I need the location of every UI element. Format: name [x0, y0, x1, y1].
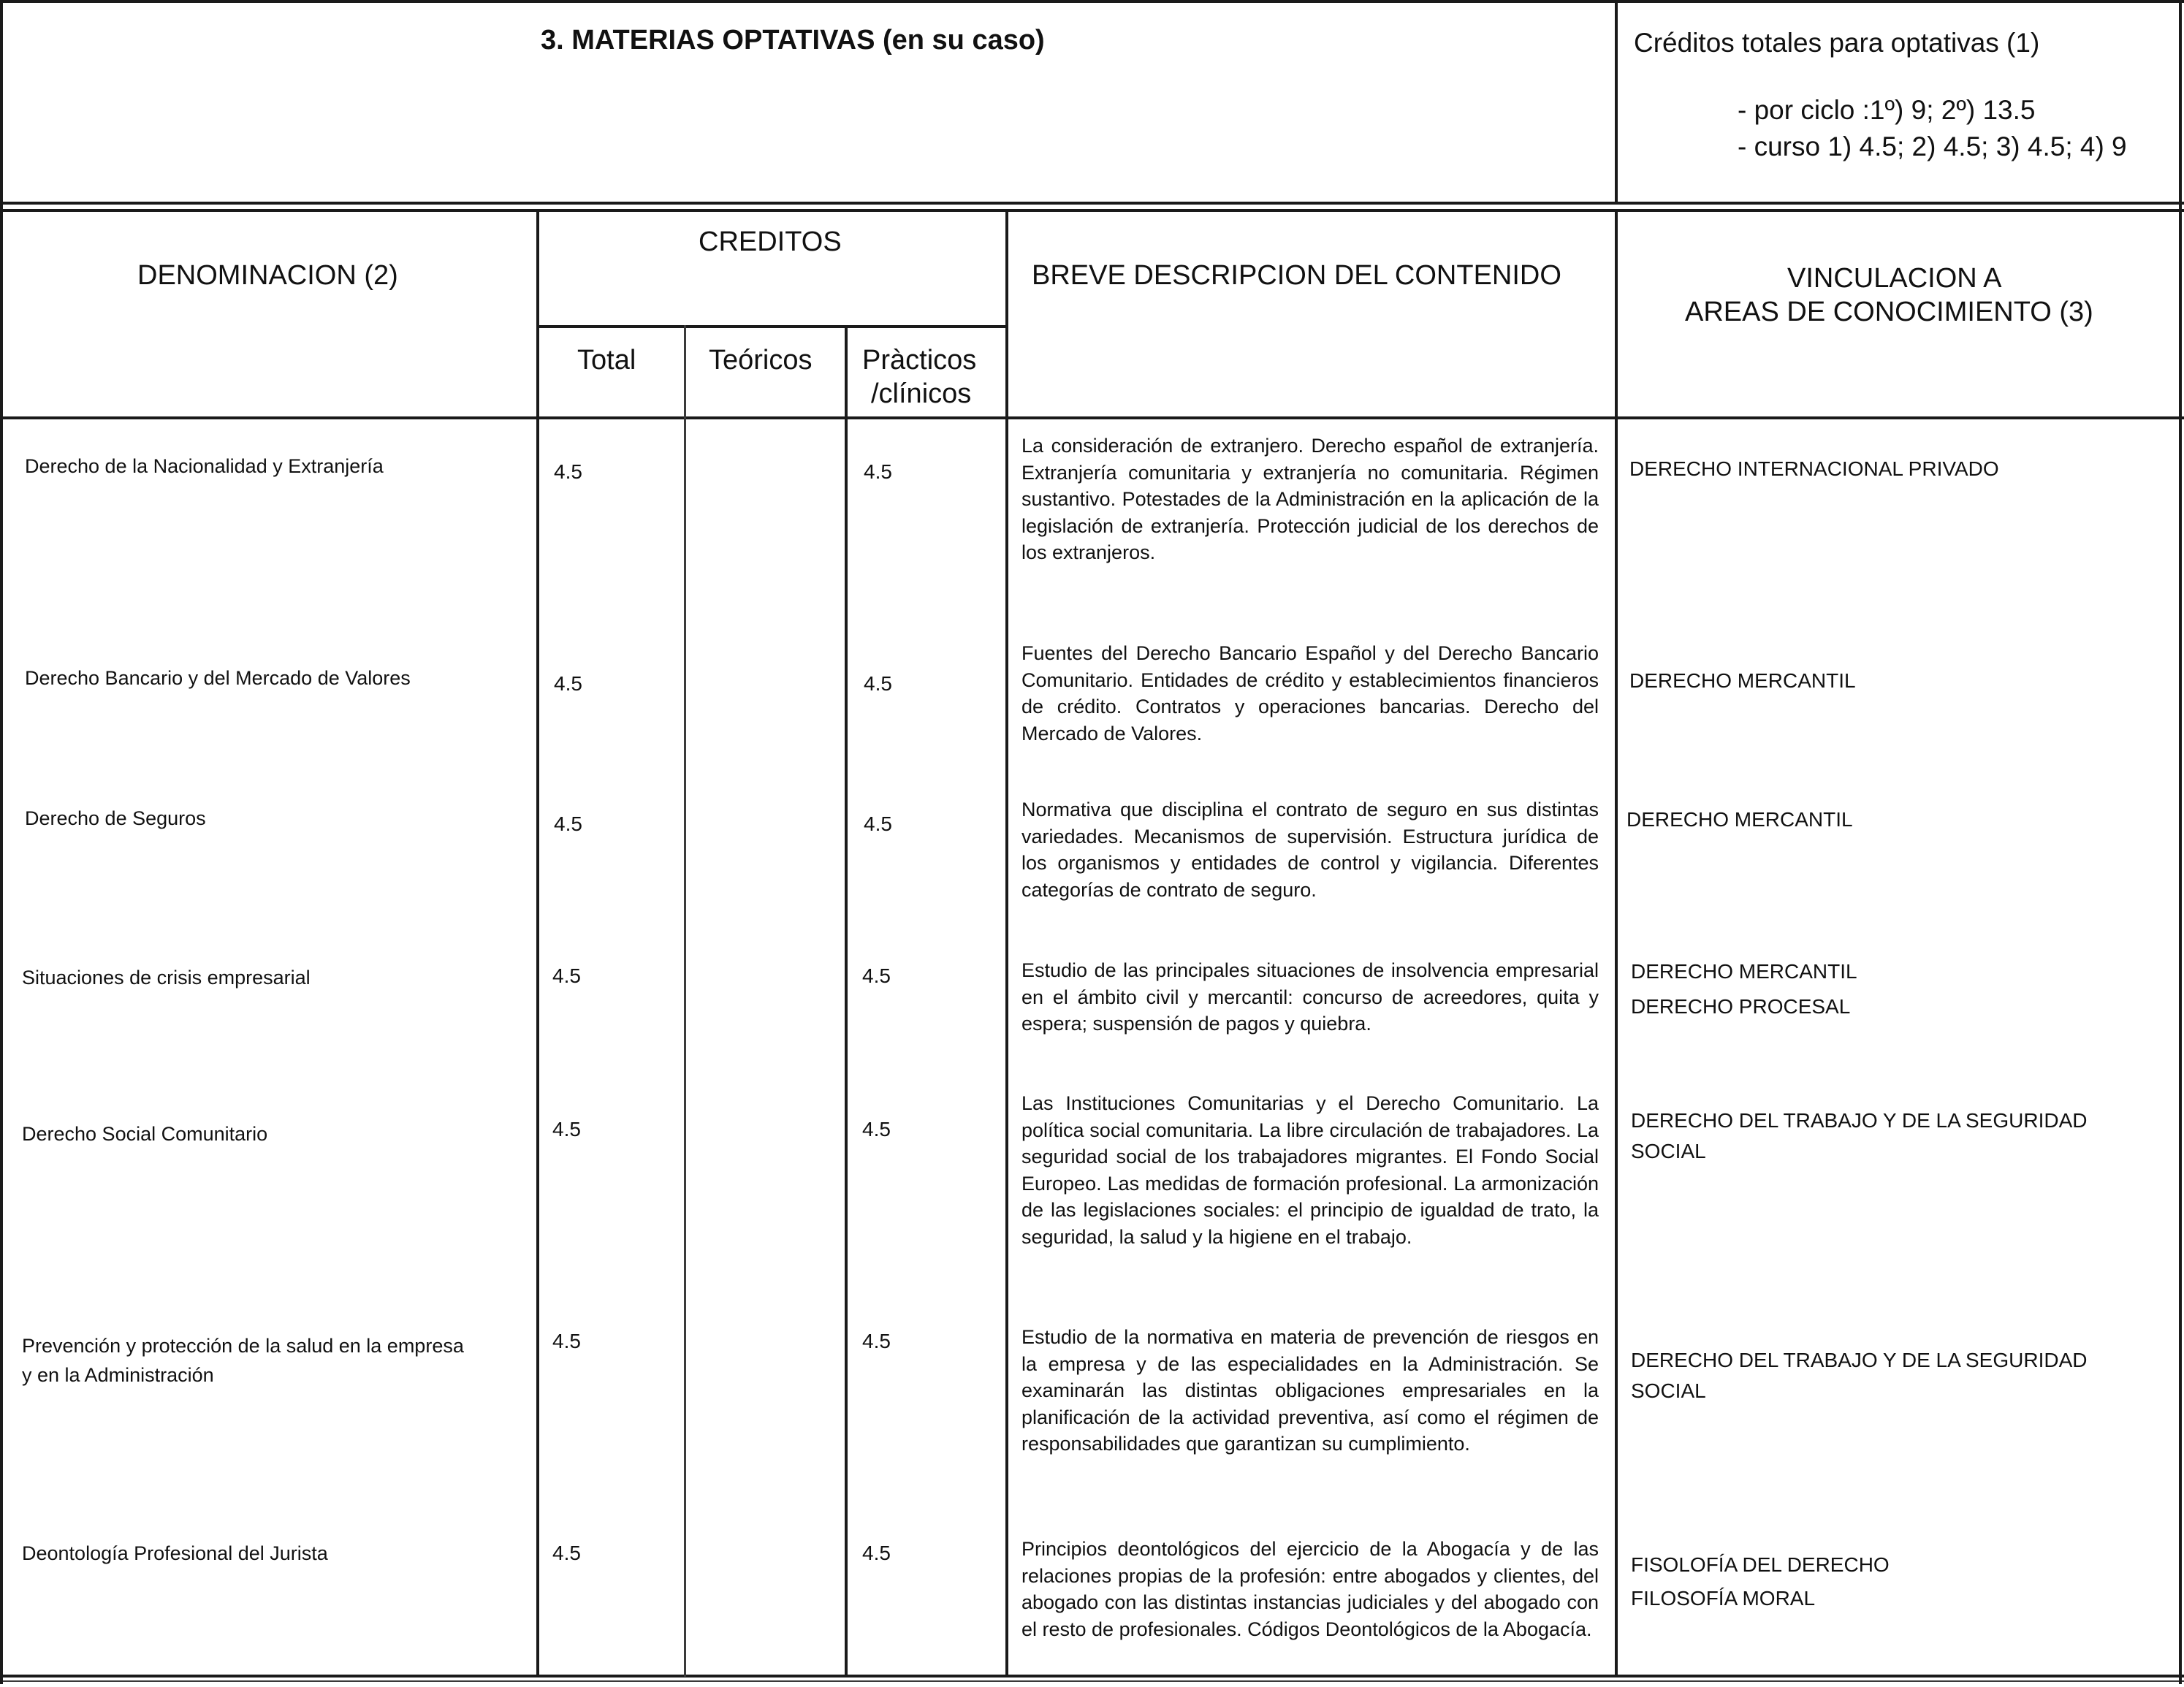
subject-description: La consideración de extranjero. Derecho español de extranjería. Extranjería comunitaria y extranjería no comunitaria. Régimen sustantivo. Potestades de la Administración en la aplicación de la legislación de extranjería. Protección judicial de los derechos de los extranjeros.	[1021, 435, 1599, 563]
header-teoricos: Teóricos	[709, 345, 813, 376]
credits-total: 4.5	[554, 672, 582, 695]
knowledge-area: DERECHO INTERNACIONAL PRIVADO	[1629, 457, 1999, 480]
header-total: Total	[577, 345, 636, 376]
subject-description: Estudio de las principales situaciones de insolvencia empresarial en el ámbito civil y mercantil: concurso de acreedores, quita y espera; suspensión de pagos y quiebra.	[1021, 959, 1599, 1035]
knowledge-area: SOCIAL	[1631, 1379, 1706, 1402]
credits-title: Créditos totales para optativas (1)	[1634, 28, 2040, 58]
subject-description: Fuentes del Derecho Bancario Español y del Derecho Bancario Comunitario. Entidades de crédito y establecimientos financieros de crédito. Contratos y operaciones bancarias. Derecho del Mercado de Valores.	[1021, 642, 1599, 745]
subject-description: Las Instituciones Comunitarias y el Derecho Comunitario. La política social comunitaria. La libre circulación de trabajadores. La seguridad social de los trabajadores migrantes. El Fondo Social Europeo. Las medidas de formación profesional. La armonización de las legislaciones sociales: el principio de igualdad de trato, la seguridad, la salud y la higiene en el trabajo.	[1021, 1092, 1599, 1248]
knowledge-area: DERECHO MERCANTIL	[1631, 960, 1857, 983]
subject-name-line2: y en la Administración	[22, 1364, 214, 1386]
subject-name: Situaciones de crisis empresarial	[22, 967, 311, 989]
credits-total: 4.5	[552, 1542, 581, 1564]
knowledge-area: FILOSOFÍA MORAL	[1631, 1587, 1816, 1610]
header-denominacion: DENOMINACION (2)	[137, 260, 398, 291]
knowledge-area: DERECHO PROCESAL	[1631, 995, 1851, 1018]
knowledge-area: DERECHO MERCANTIL	[1626, 808, 1853, 831]
subject-name: Derecho Bancario y del Mercado de Valores	[25, 667, 411, 689]
subject-name: Derecho de Seguros	[25, 807, 206, 829]
header-practicos: Pràcticos	[862, 345, 977, 376]
section-title: 3. MATERIAS OPTATIVAS (en su caso)	[541, 25, 1045, 56]
knowledge-area: DERECHO DEL TRABAJO Y DE LA SEGURIDAD	[1631, 1109, 2088, 1132]
credits-practicos: 4.5	[862, 1118, 891, 1140]
header-descripcion: BREVE DESCRIPCION DEL CONTENIDO	[1032, 260, 1561, 291]
knowledge-area: FISOLOFÍA DEL DERECHO	[1631, 1553, 1890, 1576]
credits-practicos: 4.5	[864, 672, 892, 695]
credits-practicos: 4.5	[862, 1330, 891, 1352]
subject-description: Principios deontológicos del ejercicio de la Abogacía y de las relaciones propias de la profesión: entre abogados y clientes, del abogado con las distintas instancias judiciales y del abogado con el resto de profesionales. Códigos Deontológicos de la Abogacía.	[1021, 1538, 1599, 1640]
credits-total: 4.5	[554, 460, 582, 483]
header-clinicos: /clínicos	[871, 378, 972, 409]
credits-practicos: 4.5	[864, 460, 892, 483]
knowledge-area: DERECHO MERCANTIL	[1629, 669, 1856, 692]
subject-description: Normativa que disciplina el contrato de seguro en sus distintas variedades. Mecanismos de supervisión. Estructura jurídica de los organismos y entidades de control y vigilancia. Diferentes categorías de contrato de seguro.	[1021, 799, 1599, 901]
subject-name: Deontología Profesional del Jurista	[22, 1542, 328, 1564]
credits-total: 4.5	[552, 1118, 581, 1140]
credits-total: 4.5	[552, 964, 581, 987]
subject-name: Prevención y protección de la salud en la empresa	[22, 1335, 464, 1357]
credits-total: 4.5	[552, 1330, 581, 1352]
header-creditos: CREDITOS	[699, 226, 842, 257]
credits-practicos: 4.5	[864, 812, 892, 835]
subject-name: Derecho Social Comunitario	[22, 1123, 268, 1145]
credits-practicos: 4.5	[862, 1542, 891, 1564]
credits-total: 4.5	[554, 812, 582, 835]
knowledge-area: SOCIAL	[1631, 1140, 1706, 1162]
header-areas: AREAS DE CONOCIMIENTO (3)	[1685, 297, 2093, 327]
header-vinculacion: VINCULACION A	[1787, 263, 2002, 294]
subject-name: Derecho de la Nacionalidad y Extranjería	[25, 455, 384, 477]
knowledge-area: DERECHO DEL TRABAJO Y DE LA SEGURIDAD	[1631, 1349, 2088, 1371]
credits-line-curso: - curso 1) 4.5; 2) 4.5; 3) 4.5; 4) 9	[1738, 132, 2127, 161]
credits-line-ciclo: - por ciclo :1º) 9; 2º) 13.5	[1738, 95, 2036, 125]
credits-practicos: 4.5	[862, 964, 891, 987]
subject-description: Estudio de la normativa en materia de prevención de riesgos en la empresa y de las especialidades en la Administración. Se examinarán las distintas obligaciones empresariales en la planificación de la actividad preventiva, así como el régimen de responsabilidades que garantizan su cumplimiento.	[1021, 1326, 1599, 1455]
